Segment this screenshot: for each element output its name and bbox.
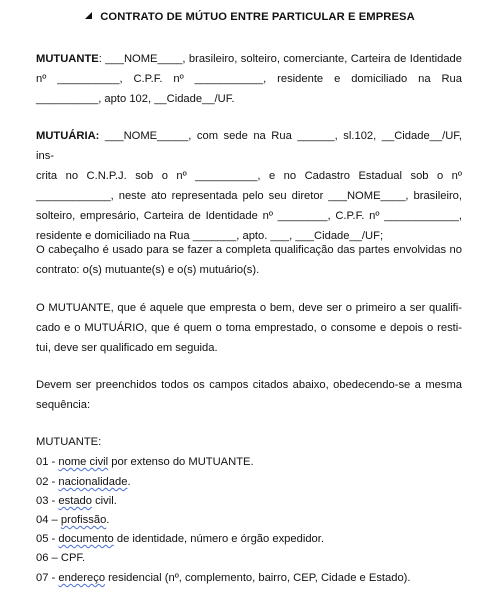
list-item-prefix: 01 - [36,456,59,468]
title-text: CONTRATO DE MÚTUO ENTRE PARTICULAR E EMPRESA [100,11,415,23]
list-item-rest: . [106,514,110,526]
list-item-rest: . [127,476,131,488]
list-item-rest: civil. [91,495,117,507]
explanation-paragraph [36,240,462,280]
explanation-line-1: O cabeçalho é usado para se fazer a completa qualificação das partes envolvidas no [36,244,462,256]
list-item-prefix: 03 - [36,495,59,507]
order-line-3: tui, deve ser qualificado em seguida. [36,342,218,354]
instructions-paragraph [36,375,462,415]
list-item-rest: por extenso do MUTUANTE. [108,456,254,468]
explanation-line-2: contrato: o(s) mutuante(s) e o(s) mutuário(s). [36,264,260,276]
list-item-prefix: 05 - [36,533,59,545]
order-paragraph [36,298,462,358]
list-item-prefix: 02 - [36,476,59,488]
list-item [36,548,462,568]
list-item [36,510,462,530]
instructions-line-1: Devem ser preenchidos todos os campos citados abaixo, obedecendo-se a mesma [36,379,462,391]
mutuante-line-1 [36,49,462,69]
mutuaria-line-5: residente e domiciliado na Rua _______, apto. ___, ___Cidade__/UF; [36,230,384,242]
document-title [0,11,500,23]
mutuante-text-1: : ___NOME____, brasileiro, solteiro, comerciante, Carteira de Identidade [98,53,462,65]
mutuaria-paragraph [36,126,462,246]
list-item [36,568,462,588]
list-item-prefix: 04 – [36,514,61,526]
list-item-marked-term: profissão [60,514,107,526]
mutuaria-line-2: crita no C.N.P.J. sob o nº __________, e no Cadastro Estadual sob o nº [36,170,462,182]
mutuaria-text-1: ___NOME_____, com sede na Rua ______, sl.102, __Cidade__/UF, ins- [36,130,462,162]
list-item-prefix: 07 - [36,572,59,584]
order-line-1: O MUTUANTE, que é aquele que empresta o bem, deve ser o primeiro a ser qualifi- [36,302,462,314]
list-item-rest: de identidade, número e órgão expedidor. [113,533,324,545]
mutuaria-line-3: ____________, neste ato representada pelo seu diretor ___NOME____, brasileiro, [36,190,462,202]
heading-marker-icon [85,12,92,19]
mutuante-line-3: __________, apto 102, __Cidade__/UF. [36,93,235,105]
mutuante-label: MUTUANTE [36,53,99,65]
list-item-prefix: 06 – CPF. [36,552,86,564]
instructions-line-2: sequência: [36,399,91,411]
order-line-2: cado e o MUTUÁRIO, que é quem o toma emprestado, o consome e depois o resti- [36,322,462,334]
list-item-marked-term: nome civil [58,456,109,468]
mutuaria-label: MUTUÁRIA: [36,130,100,142]
list-heading: MUTUANTE: [36,436,102,448]
mutuante-line-2: nº __________, C.P.F. nº ___________, residente e domiciliado na Rua [36,73,462,85]
list-item-rest: residencial (nº, complemento, bairro, CEP, Cidade e Estado). [105,572,411,584]
list-item-marked-term: estado [58,495,92,507]
mutuante-paragraph [36,49,462,109]
list-item-marked-term: nacionalidade [58,476,128,488]
mutuaria-line-1 [36,126,462,166]
list-item [36,472,462,492]
list-item [36,491,462,511]
list-item [36,452,462,472]
list-item-marked-term: documento [58,533,114,545]
list-item-marked-term: endereço [58,572,106,584]
list-item [36,529,462,549]
mutuaria-line-4: solteiro, empresário, Carteira de Identidade nº ________, C.P.F. nº ____________, [36,210,462,222]
